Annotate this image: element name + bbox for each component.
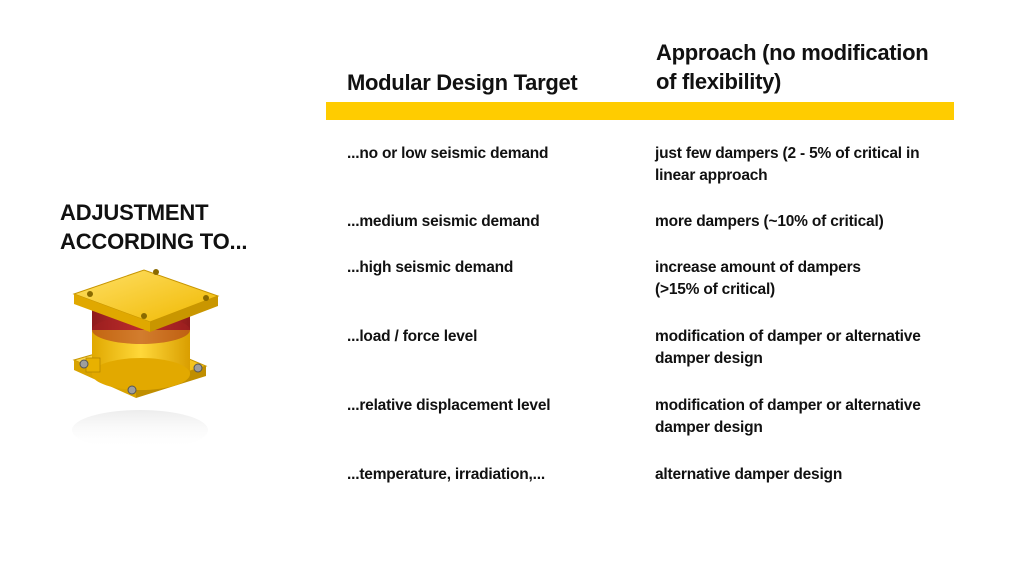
row-approach	[655, 464, 955, 486]
row-target: ...no or low seismic demand	[347, 145, 549, 162]
row-target: ...load / force level	[347, 328, 478, 345]
row-approach-line2: linear approach	[655, 167, 768, 184]
row-approach-line1: increase amount of dampers	[655, 259, 861, 276]
row-approach-line2: damper design	[655, 350, 763, 367]
row-approach	[655, 211, 955, 233]
header-divider-bar	[326, 102, 954, 120]
row-approach-line1: more dampers (~10% of critical)	[655, 213, 884, 230]
row-approach	[655, 143, 955, 187]
header-approach	[656, 38, 956, 96]
header-approach-line2: of flexibility)	[656, 69, 782, 94]
side-heading-line2: ACCORDING TO...	[60, 229, 248, 254]
row-approach	[655, 395, 955, 439]
row-target: ...medium seismic demand	[347, 213, 540, 230]
row-approach	[655, 257, 955, 301]
row-approach	[655, 326, 955, 370]
header-approach-line1: Approach (no modification	[656, 40, 929, 65]
side-heading-line1: ADJUSTMENT	[60, 200, 209, 225]
header-target: Modular Design Target	[347, 70, 578, 95]
row-approach-line1: alternative damper design	[655, 466, 843, 483]
row-approach-line1: modification of damper or alternative	[655, 397, 921, 414]
row-target: ...relative displacement level	[347, 397, 551, 414]
row-approach-line1: just few dampers (2 - 5% of critical in	[655, 145, 920, 162]
side-heading	[60, 198, 247, 256]
row-target: ...temperature, irradiation,...	[347, 466, 545, 483]
damper-image	[60, 260, 235, 460]
row-target: ...high seismic demand	[347, 259, 514, 276]
row-approach-line1: modification of damper or alternative	[655, 328, 921, 345]
row-approach-line2: (>15% of critical)	[655, 281, 776, 298]
row-approach-line2: damper design	[655, 419, 763, 436]
